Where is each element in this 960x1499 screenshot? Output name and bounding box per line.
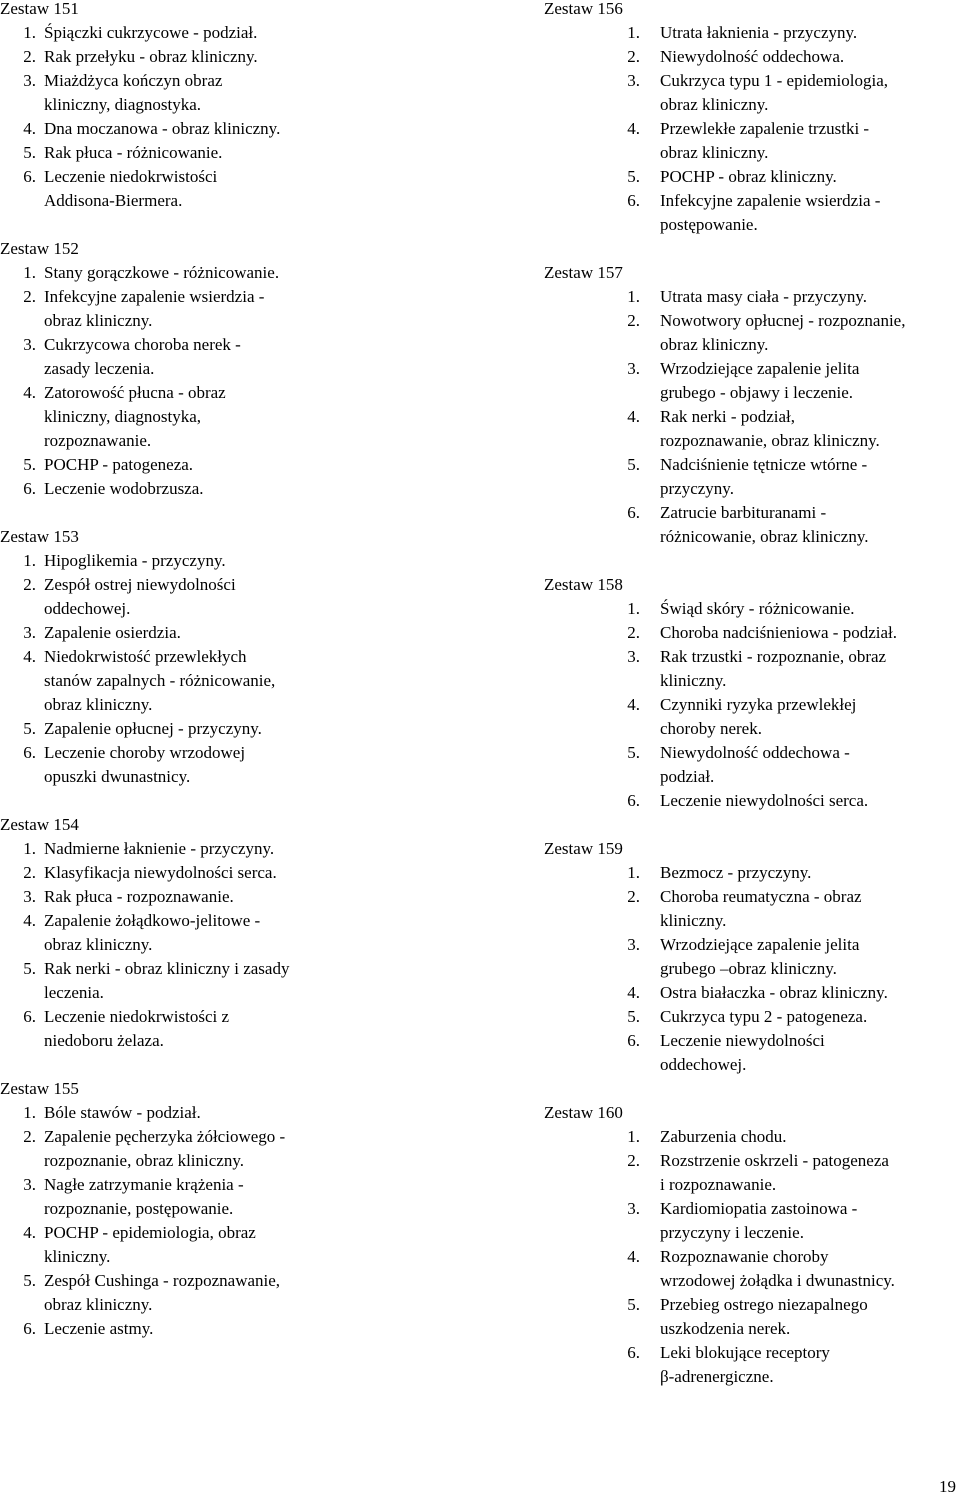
question-item [544,1341,960,1389]
question-text-line: POCHP - epidemiologia, obraz [44,1223,256,1242]
question-text-line: Zatrucie barbituranami - [660,503,827,522]
question-text-line: Rozstrzenie oskrzeli - patogeneza [660,1151,889,1170]
question-number: 1. [23,23,36,42]
question-text-line: obraz kliniczny. [44,935,153,954]
question-text-line: Leczenie niedokrwistości z [44,1007,230,1026]
question-number: 6. [627,1343,640,1362]
question-text [660,1293,960,1341]
question-text-line: Czynniki ryzyka przewlekłej [660,695,857,714]
question-text [660,45,960,69]
question-text-line: Leczenie choroby wrzodowej [44,743,246,762]
question-item [544,861,960,885]
question-item [544,645,960,693]
question-text [44,645,344,717]
question-item [544,789,960,813]
question-text [44,717,344,741]
question-number: 3. [627,71,640,90]
question-item [0,717,440,741]
question-number: 4. [23,1223,36,1242]
question-number: 1. [627,287,640,306]
question-text [44,1005,344,1053]
question-item [0,453,440,477]
question-text-line: kliniczny, diagnostyka. [44,95,202,114]
question-text-line: obraz kliniczny. [44,1295,153,1314]
question-item [544,453,960,501]
question-text-line: Miażdżyca kończyn obraz [44,71,223,90]
question-number: 5. [23,1271,36,1290]
question-text-line: Nadciśnienie tętnicze wtórne - [660,455,868,474]
question-item [0,861,440,885]
page-number: 19 [939,1477,956,1496]
question-text-line: grubego - objawy i leczenie. [660,383,854,402]
question-text-line: Ostra białaczka - obraz kliniczny. [660,983,888,1002]
question-item [0,549,440,573]
question-number: 6. [23,1319,36,1338]
question-text-line: Niewydolność oddechowa. [660,47,845,66]
question-item [0,885,440,909]
question-item [544,357,960,405]
question-text-line: Leczenie niewydolności serca. [660,791,869,810]
question-text [44,1173,344,1221]
question-text-line: uszkodzenia nerek. [660,1319,791,1338]
question-number: 1. [627,23,640,42]
question-text-line: β-adrenergiczne. [660,1367,774,1386]
question-text-line: kliniczny. [44,1247,111,1266]
question-text-line: kliniczny. [660,911,727,930]
question-text [660,21,960,45]
question-text [44,1101,344,1125]
question-text-line: obraz kliniczny. [660,95,769,114]
question-item [0,45,440,69]
question-text [44,909,344,957]
question-text [660,309,960,357]
exam-set-title: Zestaw 153 [0,527,79,546]
question-text-line: Rak nerki - podział, [660,407,796,426]
question-text-line: oddechowej. [44,599,131,618]
question-text [660,285,960,309]
question-text-line: Zapalenie opłucnej - przyczyny. [44,719,262,738]
question-text-line: obraz kliniczny. [660,143,769,162]
question-number: 6. [627,791,640,810]
question-text-line: Wrzodziejące zapalenie jelita [660,935,860,954]
question-item [544,1293,960,1341]
question-text [660,741,960,789]
question-text [660,597,960,621]
question-item [544,741,960,789]
question-text-line: Niedokrwistość przewlekłych [44,647,247,666]
question-text-line: Infekcyjne zapalenie wsierdzia - [44,287,265,306]
question-text [660,621,960,645]
question-text-line: POCHP - obraz kliniczny. [660,167,837,186]
question-text-line: opuszki dwunastnicy. [44,767,191,786]
question-number: 5. [23,719,36,738]
question-text [44,333,344,381]
question-number: 6. [23,479,36,498]
question-item [0,165,440,213]
question-number: 4. [627,983,640,1002]
question-text-line: Cukrzyca typu 2 - patogeneza. [660,1007,868,1026]
question-text [44,1221,344,1269]
question-text [660,1149,960,1197]
question-text-line: Leczenie wodobrzusza. [44,479,204,498]
question-text-line: Przewlekłe zapalenie trzustki - [660,119,870,138]
question-number: 5. [23,143,36,162]
exam-set-title: Zestaw 155 [0,1079,79,1098]
question-text [660,933,960,981]
question-item [0,957,440,1005]
question-text-line: Addisona-Biermera. [44,191,183,210]
question-text [44,957,344,1005]
exam-set-title: Zestaw 154 [0,815,79,834]
question-text-line: postępowanie. [660,215,758,234]
question-text [660,453,960,501]
question-item [544,117,960,165]
question-text [660,981,960,1005]
question-item [0,381,440,453]
question-text-line: wrzodowej żołądka i dwunastnicy. [660,1271,895,1290]
question-number: 4. [23,647,36,666]
question-text-line: Leki blokujące receptory [660,1343,830,1362]
question-item [544,693,960,741]
question-number: 2. [23,1127,36,1146]
question-number: 2. [627,47,640,66]
question-item [544,621,960,645]
question-text-line: Utrata masy ciała - przyczyny. [660,287,868,306]
question-number: 4. [627,407,640,426]
question-number: 3. [23,71,36,90]
question-item [544,885,960,933]
question-number: 2. [23,287,36,306]
question-text-line: Bóle stawów - podział. [44,1103,201,1122]
question-text [660,1125,960,1149]
question-number: 6. [627,503,640,522]
right-column [544,0,960,1413]
question-item [544,405,960,453]
question-text [44,261,344,285]
question-number: 5. [23,455,36,474]
question-number: 2. [627,887,640,906]
question-text-line: choroby nerek. [660,719,762,738]
question-number: 2. [627,1151,640,1170]
question-item [544,21,960,45]
question-item [544,1149,960,1197]
question-text [660,861,960,885]
question-text-line: Leczenie niedokrwistości [44,167,218,186]
question-text [660,1029,960,1077]
question-text [44,549,344,573]
question-text-line: rozpoznanie, postępowanie. [44,1199,234,1218]
question-item [0,1269,440,1317]
question-item [0,645,440,717]
question-text-line: Nowotwory opłucnej - rozpoznanie, [660,311,906,330]
question-text [660,357,960,405]
question-text [44,573,344,621]
question-number: 6. [23,167,36,186]
question-number: 4. [23,119,36,138]
question-text [44,69,344,117]
question-text [44,885,344,909]
question-item [0,621,440,645]
question-item [0,1125,440,1173]
question-text [44,45,344,69]
question-number: 4. [23,383,36,402]
question-item [0,837,440,861]
question-text [44,141,344,165]
question-number: 3. [627,647,640,666]
question-item [0,261,440,285]
exam-set-title: Zestaw 159 [544,839,623,858]
question-item [0,333,440,381]
question-item [0,69,440,117]
question-item [544,309,960,357]
question-text-line: Utrata łaknienia - przyczyny. [660,23,858,42]
question-item [0,117,440,141]
question-text-line: Śpiączki cukrzycowe - podział. [44,23,258,42]
question-item [544,45,960,69]
question-item [0,1317,440,1341]
question-item [544,165,960,189]
question-text-line: leczenia. [44,983,104,1002]
question-number: 1. [23,839,36,858]
question-text-line: Świąd skóry - różnicowanie. [660,599,855,618]
question-text [44,1125,344,1173]
question-text [44,861,344,885]
question-text-line: rozpoznawanie, obraz kliniczny. [660,431,880,450]
question-text [660,165,960,189]
exam-set-title: Zestaw 156 [544,0,623,18]
question-number: 1. [627,1127,640,1146]
question-text-line: obraz kliniczny. [44,311,153,330]
question-number: 2. [627,311,640,330]
question-text-line: Zatorowość płucna - obraz [44,383,226,402]
question-number: 1. [23,1103,36,1122]
question-text-line: Klasyfikacja niewydolności serca. [44,863,277,882]
question-text-line: grubego –obraz kliniczny. [660,959,837,978]
question-text-line: i rozpoznawanie. [660,1175,777,1194]
question-text [660,789,960,813]
question-text-line: Zapalenie osierdzia. [44,623,181,642]
question-text [44,453,344,477]
question-text-line: Choroba reumatyczna - obraz [660,887,862,906]
question-text-line: różnicowanie, obraz kliniczny. [660,527,869,546]
question-text [660,117,960,165]
question-number: 5. [627,743,640,762]
question-item [544,933,960,981]
question-item [544,1245,960,1293]
exam-set [0,1077,440,1341]
question-number: 3. [23,1175,36,1194]
question-item [544,1029,960,1077]
question-number: 3. [23,887,36,906]
question-text-line: przyczyny. [660,479,734,498]
question-item [544,981,960,1005]
question-text-line: Hipoglikemia - przyczyny. [44,551,226,570]
question-text-line: obraz kliniczny. [660,335,769,354]
question-text-line: Rak trzustki - rozpoznanie, obraz [660,647,887,666]
question-number: 2. [23,47,36,66]
question-text [660,885,960,933]
question-item [0,141,440,165]
question-text-line: Rak płuca - różnicowanie. [44,143,223,162]
question-text [44,1269,344,1317]
question-text-line: rozpoznanie, obraz kliniczny. [44,1151,244,1170]
question-number: 2. [627,623,640,642]
question-number: 4. [627,1247,640,1266]
question-number: 5. [23,959,36,978]
question-text-line: Choroba nadciśnieniowa - podział. [660,623,897,642]
question-text-line: Stany gorączkowe - różnicowanie. [44,263,280,282]
exam-set [544,1101,960,1389]
question-item [0,1221,440,1269]
question-text [660,645,960,693]
question-text-line: Infekcyjne zapalenie wsierdzia - [660,191,881,210]
question-text [44,165,344,213]
exam-set [544,0,960,237]
question-item [0,741,440,789]
exam-set [544,573,960,813]
question-text-line: Wrzodziejące zapalenie jelita [660,359,860,378]
question-item [544,1005,960,1029]
question-text [44,381,344,453]
question-text [44,117,344,141]
question-text-line: Rak płuca - rozpoznawanie. [44,887,234,906]
question-text [660,69,960,117]
question-item [544,501,960,549]
question-number: 4. [23,911,36,930]
question-number: 6. [627,191,640,210]
question-text-line: obraz kliniczny. [44,695,153,714]
question-text-line: kliniczny. [660,671,727,690]
exam-set-title: Zestaw 152 [0,239,79,258]
exam-set [544,837,960,1077]
question-text [44,621,344,645]
question-text-line: Cukrzycowa choroba nerek - [44,335,241,354]
question-text-line: Nadmierne łaknienie - przyczyny. [44,839,275,858]
question-number: 3. [627,1199,640,1218]
question-text-line: Dna moczanowa - obraz kliniczny. [44,119,281,138]
question-text-line: Niewydolność oddechowa - [660,743,850,762]
question-number: 3. [627,359,640,378]
question-number: 2. [23,863,36,882]
question-text-line: Leczenie astmy. [44,1319,154,1338]
exam-set-title: Zestaw 157 [544,263,623,282]
question-text-line: Kardiomiopatia zastoinowa - [660,1199,858,1218]
question-text-line: Zapalenie pęcherzyka żółciowego - [44,1127,286,1146]
question-text [660,693,960,741]
question-text-line: Leczenie niewydolności [660,1031,825,1050]
question-text-line: Nagłe zatrzymanie krążenia - [44,1175,244,1194]
question-number: 6. [627,1031,640,1050]
question-text [660,501,960,549]
question-text-line: Rak nerki - obraz kliniczny i zasady [44,959,290,978]
exam-set [0,237,440,501]
question-item [0,909,440,957]
question-text-line: Przebieg ostrego niezapalnego [660,1295,868,1314]
question-number: 5. [627,455,640,474]
question-text [660,189,960,237]
exam-set [0,0,440,213]
question-text-line: Zaburzenia chodu. [660,1127,787,1146]
exam-set-title: Zestaw 158 [544,575,623,594]
question-text-line: przyczyny i leczenie. [660,1223,804,1242]
question-text-line: POCHP - patogeneza. [44,455,194,474]
question-text-line: rozpoznawanie. [44,431,152,450]
question-text [660,405,960,453]
question-number: 1. [627,599,640,618]
exam-set [0,525,440,789]
question-number: 4. [627,695,640,714]
question-text-line: zasady leczenia. [44,359,155,378]
question-text-line: niedoboru żelaza. [44,1031,164,1050]
question-text-line: Cukrzyca typu 1 - epidemiologia, [660,71,889,90]
question-text-line: Rak przełyku - obraz kliniczny. [44,47,258,66]
question-item [0,1173,440,1221]
question-text [44,477,344,501]
question-text-line: stanów zapalnych - różnicowanie, [44,671,276,690]
question-number: 1. [23,551,36,570]
question-text [44,21,344,45]
question-text-line: kliniczny, diagnostyka, [44,407,202,426]
question-text [44,837,344,861]
question-text-line: Bezmocz - przyczyny. [660,863,812,882]
question-item [0,1005,440,1053]
question-number: 3. [627,935,640,954]
question-item [0,477,440,501]
question-item [0,573,440,621]
question-text-line: oddechowej. [660,1055,747,1074]
question-number: 5. [627,1295,640,1314]
exam-set-title: Zestaw 151 [0,0,79,18]
left-column [0,0,440,1365]
exam-set [544,261,960,549]
question-number: 1. [23,263,36,282]
question-number: 5. [627,167,640,186]
question-text-line: Zespół ostrej niewydolności [44,575,236,594]
question-item [544,285,960,309]
question-number: 5. [627,1007,640,1026]
question-item [0,1101,440,1125]
question-item [544,69,960,117]
question-item [0,285,440,333]
question-text [660,1005,960,1029]
question-number: 6. [23,1007,36,1026]
question-item [0,21,440,45]
exam-set-title: Zestaw 160 [544,1103,623,1122]
question-text [44,285,344,333]
question-text [44,1317,344,1341]
question-text [660,1341,960,1389]
question-text-line: Zapalenie żołądkowo-jelitowe - [44,911,261,930]
question-item [544,189,960,237]
question-number: 3. [23,623,36,642]
question-text-line: Rozpoznawanie choroby [660,1247,829,1266]
question-item [544,597,960,621]
question-number: 1. [627,863,640,882]
question-text-line: Zespół Cushinga - rozpoznawanie, [44,1271,281,1290]
question-item [544,1125,960,1149]
question-number: 4. [627,119,640,138]
question-number: 3. [23,335,36,354]
exam-set [0,813,440,1053]
question-text [660,1245,960,1293]
question-text-line: podział. [660,767,715,786]
question-number: 2. [23,575,36,594]
question-text [44,741,344,789]
question-text [660,1197,960,1245]
question-number: 6. [23,743,36,762]
question-item [544,1197,960,1245]
